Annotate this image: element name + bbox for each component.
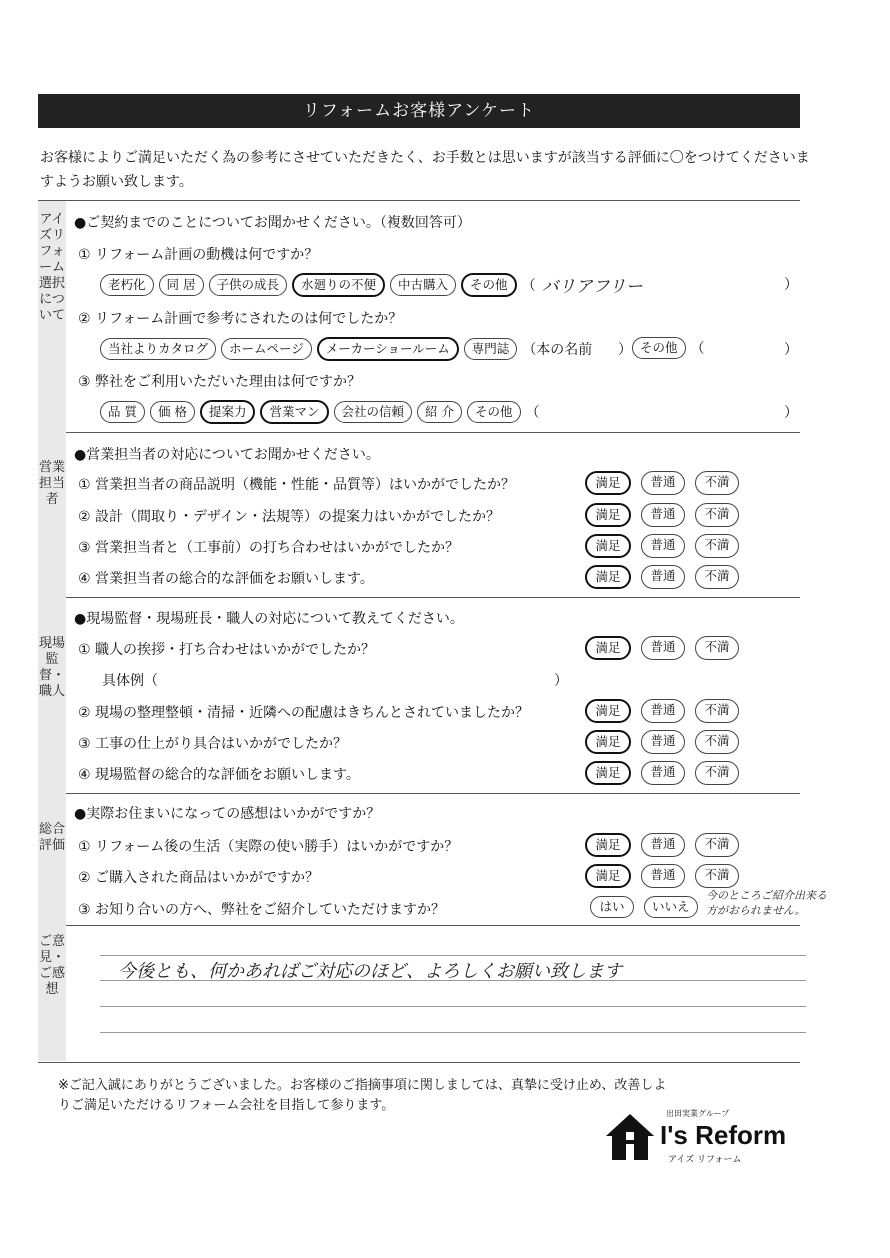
rating-bad[interactable]: 不満 [695,833,739,857]
s4-q3: ③ お知り合いの方へ、弊社をご紹介していただけますか？ [78,902,445,918]
page-title: リフォームお客様アンケート [38,94,800,128]
s2-q1: ① 営業担当者の商品説明（機能・性能・品質等）はいかがでしたか？ [78,477,515,493]
rating-s2-q3 [585,534,739,558]
book-name-label: （本の名前 [522,342,593,358]
side-label-overall: 総合評価 [39,822,66,853]
paren-open: （ [521,277,536,294]
answer-yes[interactable]: はい [590,896,634,918]
rating-good[interactable]: 満足 [585,534,631,558]
rating-bad[interactable]: 不満 [695,534,739,558]
s1-q1: ① リフォーム計画の動機は何ですか？ [78,247,319,263]
rating-bad[interactable]: 不満 [695,565,739,589]
rating-normal[interactable]: 普通 [641,833,685,857]
note-line-2: 方がおられません。 [706,904,806,917]
option-proposal[interactable]: 提案力 [200,400,256,424]
side-label-comments: ご意見・ご感想 [39,934,66,997]
rating-s4-q3 [590,896,698,918]
option-child-growth[interactable]: 子供の成長 [209,274,288,296]
rating-good[interactable]: 満足 [585,471,631,495]
option-quality[interactable]: 品 質 [100,401,145,423]
intro-text: お客様によりご満足いただく為の参考にさせていただきたく、お手数とは思いますが該当する評価に〇をつけてくださいますようお願い致します。 [40,150,810,190]
section1-heading: ●ご契約までのことについてお聞かせください。（複数回答可） [74,215,471,231]
rating-s2-q4 [585,565,739,589]
rating-s3-q1 [585,636,739,660]
s2-q3: ③ 営業担当者と（工事前）の打ち合わせはいかがでしたか？ [78,540,459,556]
handwritten-note [706,888,827,918]
comment-line [100,1006,806,1007]
rating-normal[interactable]: 普通 [641,730,685,754]
rating-s4-q1 [585,833,739,857]
option-trust[interactable]: 会社の信頼 [334,401,413,423]
option-water-inconvenience[interactable]: 水廻りの不便 [292,273,385,297]
paren-close: ） [784,342,798,358]
paren-close: ） [554,673,568,689]
s3-q3: ③ 工事の仕上がり具合はいかがでしたか？ [78,736,347,752]
side-label-selection: アイズリフォーム選択について [39,212,66,323]
divider [38,200,800,201]
s1-q3: ③ 弊社をご利用いただいた理由は何ですか？ [78,374,361,390]
rating-normal[interactable]: 普通 [641,534,685,558]
rating-s3-q4 [585,761,739,785]
rating-s2-q1 [585,471,739,495]
s2-q4: ④ 営業担当者の総合的な評価をお願いします。 [78,571,374,587]
section3-heading: ●現場監督・現場班長・職人の対応について教えてください。 [74,611,464,627]
q1-other-text: バリアフリー [541,277,643,297]
option-price[interactable]: 価 格 [150,401,195,423]
rating-normal[interactable]: 普通 [641,761,685,785]
option-other[interactable]: その他 [632,337,686,359]
divider [38,793,800,794]
s1-q2-other [632,337,705,359]
option-referral[interactable]: 紹 介 [417,401,462,423]
handwritten-comment: 今後とも、何かあればご対応のほど、よろしくお願い致します [118,961,622,982]
s3-q2: ② 現場の整理整頓・清掃・近隣への配慮はきちんとされていましたか？ [78,705,529,721]
rating-normal[interactable]: 普通 [641,471,685,495]
s1-q3-options [100,400,540,424]
divider [38,432,800,433]
s1-q2: ② リフォーム計画で参考にされたのは何でしたか？ [78,311,403,327]
s1-q1-options [100,272,643,297]
rating-good[interactable]: 満足 [585,636,631,660]
paren-open: （ [525,405,540,421]
rating-s4-q2 [585,864,739,888]
rating-bad[interactable]: 不満 [695,699,739,723]
rating-normal[interactable]: 普通 [641,565,685,589]
rating-s2-q2 [585,503,739,527]
option-magazine[interactable]: 専門誌 [464,338,518,360]
section2-heading: ●営業担当者の対応についてお聞かせください。 [74,447,380,463]
option-salesperson[interactable]: 営業マン [260,400,328,424]
rating-good[interactable]: 満足 [585,699,631,723]
s4-q1: ① リフォーム後の生活（実際の使い勝手）はいかがですか？ [78,839,459,855]
house-icon [604,1112,656,1162]
rating-good[interactable]: 満足 [585,761,631,785]
s3-q4: ④ 現場監督の総合的な評価をお願いします。 [78,767,360,783]
paren-close: ） [784,277,798,293]
rating-s3-q2 [585,699,739,723]
rating-s3-q3 [585,730,739,754]
answer-no[interactable]: いいえ [644,896,698,918]
company-logo [604,1108,830,1168]
option-used-purchase[interactable]: 中古購入 [390,274,456,296]
rating-bad[interactable]: 不満 [695,730,739,754]
option-catalog[interactable]: 当社よりカタログ [100,338,216,360]
note-line-1: 今のところご紹介出来る [706,889,827,902]
option-other[interactable]: その他 [461,273,517,297]
section4-heading: ●実際お住まいになっての感想はいかがですか？ [74,806,381,822]
option-homepage[interactable]: ホームページ [221,338,312,360]
s4-q2: ② ご購入された商品はいかがですか？ [78,870,319,886]
rating-bad[interactable]: 不満 [695,503,739,527]
rating-good[interactable]: 満足 [585,730,631,754]
rating-normal[interactable]: 普通 [641,699,685,723]
s3-q1: ① 職人の挨拶・打ち合わせはいかがでしたか？ [78,642,375,658]
rating-normal[interactable]: 普通 [641,503,685,527]
option-aging[interactable]: 老朽化 [100,274,154,296]
comment-line [100,955,806,956]
rating-normal[interactable]: 普通 [641,636,685,660]
option-showroom[interactable]: メーカーショールーム [317,337,459,361]
divider [38,597,800,598]
divider [38,925,800,926]
side-label-site: 現場監督・職人 [39,636,66,699]
s2-q2: ② 設計（間取り・デザイン・法規等）の提案力はいかがでしたか？ [78,509,501,525]
side-column [38,201,66,1061]
side-label-sales: 営業担当者 [39,460,66,507]
s3-example-label: 具体例（ [102,673,158,689]
logo-name: I's Reform [660,1120,787,1150]
rating-bad[interactable]: 不満 [695,761,739,785]
rating-normal[interactable]: 普通 [641,864,685,888]
rating-good[interactable]: 満足 [585,503,631,527]
rating-good[interactable]: 満足 [585,864,631,888]
divider [38,1062,800,1063]
option-other[interactable]: その他 [467,401,521,423]
rating-good[interactable]: 満足 [585,833,631,857]
footer-note: ※ご記入誠にありがとうございました。お客様のご指摘事項に関しましては、真摯に受け止め、改善しよりご満足いただけるリフォーム会社を目指して参ります。 [58,1078,667,1113]
paren-close: ） [618,342,632,358]
paren-open: （ [690,341,705,357]
rating-good[interactable]: 満足 [585,565,631,589]
option-cohabit[interactable]: 同 居 [159,274,204,296]
paren-close: ） [784,405,798,421]
rating-bad[interactable]: 不満 [695,636,739,660]
logo-kana: アイズ リフォーム [668,1155,742,1165]
rating-bad[interactable]: 不満 [695,864,739,888]
rating-bad[interactable]: 不満 [695,471,739,495]
s1-q2-options [100,337,592,361]
logo-group: 出田実業グループ [666,1109,730,1118]
comment-line [100,1032,806,1033]
